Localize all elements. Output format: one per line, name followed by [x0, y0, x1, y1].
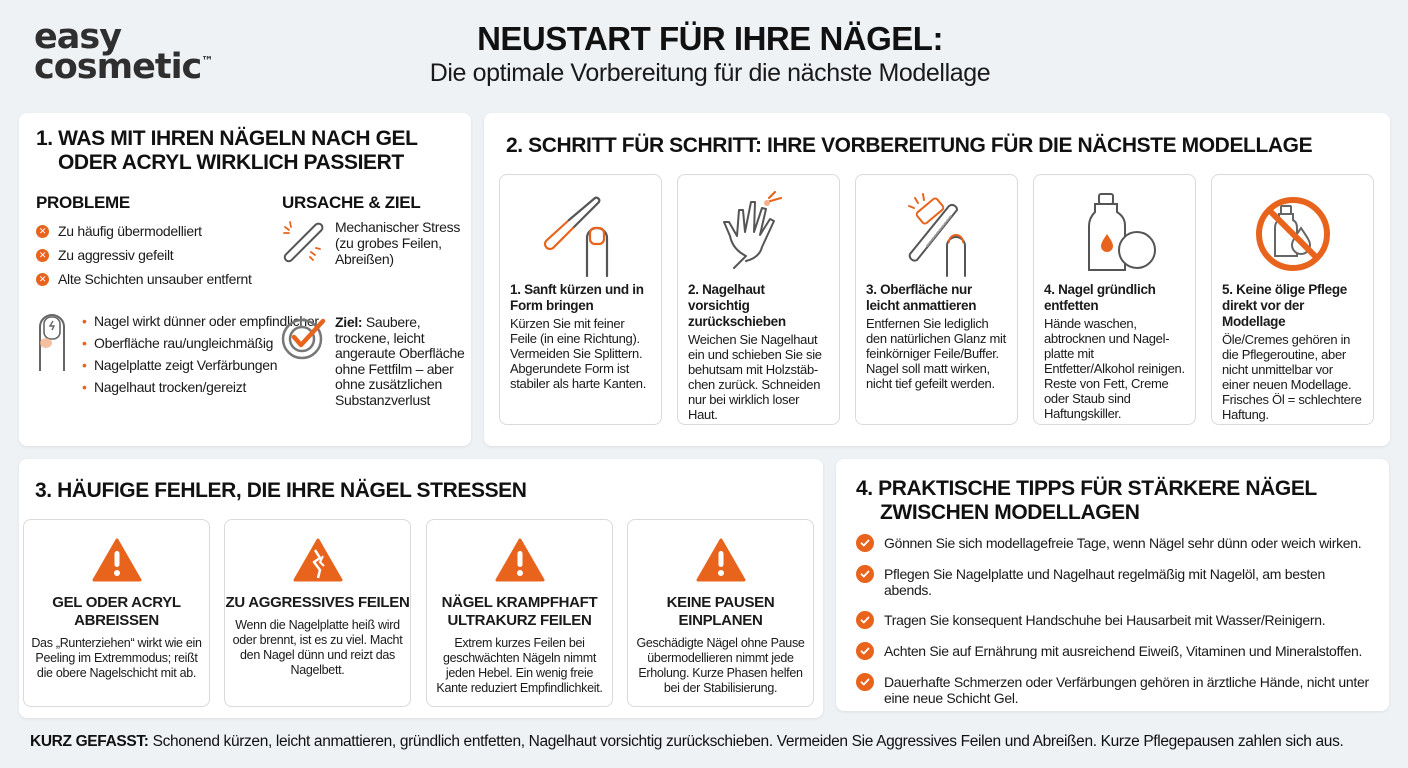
cracked-triangle-icon [293, 538, 343, 582]
cause-text: Mechanischer Stress (zu grobes Feilen, Abreißen) [335, 219, 461, 267]
section-title-line2: ZWISCHEN MODELLAGEN [880, 501, 1140, 524]
section-step-by-step [484, 113, 1390, 446]
section-nail-damage [19, 113, 471, 446]
check-circle-icon [856, 611, 874, 629]
problems-list [36, 219, 252, 291]
tip-text: Tragen Sie konsequent Handschuhe bei Hausarbeit mit Wasser/Reinigern. [884, 612, 1326, 628]
goal-description: Saubere, trockene, leicht angeraute Oberfläche ohne Fettfilm – aber ohne zusätzlichen Substanzverlust [335, 314, 465, 408]
page-subtitle: Die optimale Vorbereitung für die nächste Modellage [429, 59, 991, 87]
step-card [499, 174, 662, 425]
brand-line1: easy [34, 17, 122, 57]
step-title: 4. Nagel gründlich entfetten [1044, 282, 1156, 313]
nail-file-finger-icon [531, 188, 631, 278]
step-body: Weichen Sie Nagelhaut ein und schieben Sie sie behutsam mit Holzstäb-chen zurück. Schneiden nur bei wirklich loser Haut. [688, 332, 822, 422]
tip-text: Gönnen Sie sich modellagefreie Tage, wenn Nägel sehr dünn oder weich wirken. [884, 535, 1362, 551]
tip-text: Dauerhafte Schmerzen oder Verfärbungen gehören in ärztliche Hände, nicht unter eine neue Schicht Gel. [884, 674, 1369, 706]
step-title: 2. Nagelhaut vorsichtig zurückschieben [688, 282, 786, 329]
buffer-file-icon [887, 188, 987, 278]
goal-block [281, 315, 465, 408]
step-title: 1. Sanft kürzen und in Form bringen [510, 282, 644, 313]
tip-item [856, 674, 1376, 706]
hand-cuticle-pusher-icon [709, 188, 809, 278]
check-circle-icon [856, 565, 874, 583]
mistake-title: GEL ODER ACRYL ABREISSEN [52, 594, 181, 629]
tip-item [856, 643, 1376, 660]
symptom-item: • Nagelhaut trocken/gereizt [82, 379, 319, 395]
x-circle-icon: ✕ [36, 225, 49, 238]
problem-text: Alte Schichten unsauber entfernt [58, 271, 252, 287]
section-title-line2: ODER ACRYL WIRKLICH PASSIERT [58, 151, 404, 174]
problems-heading: PROBLEME [36, 193, 130, 212]
goal-text [335, 315, 465, 408]
target-check-icon [281, 315, 327, 361]
tip-item [856, 566, 1376, 598]
step-body: Entfernen Sie lediglich den natürlichen Glanz mit feinkörniger Feile/Buffer. Nagel soll matt wirken, nicht tief gefeilt werden. [866, 316, 1006, 391]
page-header [380, 20, 1040, 88]
step-body: Öle/Cremes gehören in die Pflegeroutine, aber nicht unmittelbar vor einer neuen Modellage. Frisches Öl = schlechtere Haftung. [1222, 332, 1362, 422]
damaged-nail-icon [36, 313, 72, 373]
symptoms-block [36, 313, 319, 401]
summary-text: Schonend kürzen, leicht anmattieren, gründlich entfetten, Nagelhaut vorsichtig zurückschieben. Vermeiden Sie Aggressives Feilen und Abreißen. Kurze Pflegepausen zahlen sich aus. [152, 733, 1344, 750]
step-card [855, 174, 1018, 425]
section-practical-tips [836, 459, 1389, 711]
cause-block [281, 219, 465, 267]
brand-line2: cosmetic [34, 47, 202, 88]
check-circle-icon [856, 642, 874, 660]
mistake-card [224, 519, 411, 707]
warning-triangle-icon [92, 538, 142, 582]
section-title-line1: 4. PRAKTISCHE TIPPS FÜR STÄRKERE NÄGEL [856, 477, 1317, 500]
step-title: 3. Oberfläche nur leicht anmattieren [866, 282, 977, 313]
section-title: 3. HÄUFIGE FEHLER, DIE IHRE NÄGEL STRESSEN [35, 479, 527, 502]
check-circle-icon [856, 534, 874, 552]
mistake-title: KEINE PAUSEN EINPLANEN [666, 594, 775, 629]
nail-file-stress-icon [281, 219, 329, 263]
mistake-title: ZU AGGRESSIVES FEILEN [225, 594, 410, 611]
warning-triangle-icon [696, 538, 746, 582]
problem-item [36, 267, 252, 291]
mistake-body: Extrem kurzes Feilen bei geschwächten Nägeln nimmt jeden Hebel. Ein wenig freie Kante reduziert Empfindlichkeit. [436, 636, 603, 695]
section-title [36, 127, 456, 175]
tip-item [856, 535, 1376, 552]
page-title: NEUSTART FÜR IHRE NÄGEL: [477, 20, 943, 57]
summary-footer [30, 733, 1343, 751]
brand-logo [34, 17, 214, 88]
goal-label: Ziel: [335, 314, 363, 330]
problem-item [36, 243, 252, 267]
x-circle-icon: ✕ [36, 249, 49, 262]
step-body: Hände waschen, abtrocknen und Nagel-platte mit Entfetter/Alkohol reinigen. Reste von Fett, Creme oder Staub sind Haftungskiller. [1044, 316, 1185, 421]
step-title: 5. Keine ölige Pflege direkt vor der Modellage [1222, 282, 1347, 329]
problem-item [36, 219, 252, 243]
step-card [677, 174, 840, 425]
mistake-title: NÄGEL KRAMPFHAFT ULTRAKURZ FEILEN [441, 594, 598, 629]
cleanser-bottle-pad-icon [1065, 188, 1165, 278]
symptom-item: • Nagelplatte zeigt Verfärbungen [82, 357, 319, 373]
tip-text: Achten Sie auf Ernährung mit ausreichend Eiweiß, Vitaminen und Mineralstoffen. [884, 643, 1363, 659]
no-oil-icon [1243, 188, 1343, 278]
section-common-mistakes [19, 459, 823, 718]
tip-item [856, 612, 1376, 629]
mistake-card [627, 519, 814, 707]
check-circle-icon [856, 673, 874, 691]
summary-label: KURZ GEFASST: [30, 733, 149, 750]
mistake-card [23, 519, 210, 707]
trademark: ™ [201, 54, 214, 69]
mistake-body: Wenn die Nagelplatte heiß wird oder brennt, ist es zu viel. Macht den Nagel dünn und reizt das Nagelbett. [232, 618, 403, 677]
section-title [856, 477, 1317, 525]
symptom-item: • Oberfläche rau/ungleichmäßig [82, 335, 319, 351]
step-body: Kürzen Sie mit feiner Feile (in eine Richtung). Vermeiden Sie Splittern. Abgerundete Form ist stabiler als harte Kanten. [510, 316, 647, 391]
step-card [1211, 174, 1374, 425]
section-title-line1: 1. WAS MIT IHREN NÄGELN NACH GEL [36, 127, 418, 150]
problem-text: Zu häufig übermodelliert [58, 223, 202, 239]
problem-text: Zu aggressiv gefeilt [58, 247, 174, 263]
mistake-body: Das „Runterziehen“ wirkt wie ein Peeling im Extremmodus; reißt die obere Nagelschicht mit ab. [31, 636, 202, 680]
mistake-card [426, 519, 613, 707]
warning-triangle-icon [495, 538, 545, 582]
step-card [1033, 174, 1196, 425]
cause-heading: URSACHE & ZIEL [282, 193, 421, 212]
symptom-item: • Nagel wirkt dünner oder empfindlicher [82, 313, 319, 329]
tips-list [856, 535, 1376, 720]
section-title: 2. SCHRITT FÜR SCHRITT: IHRE VORBEREITUNG FÜR DIE NÄCHSTE MODELLAGE [506, 134, 1313, 157]
mistake-body: Geschädigte Nägel ohne Pause übermodellieren nimmt jede Erholung. Kurze Phasen helfen bei der Stabilisierung. [636, 636, 805, 695]
tip-text: Pflegen Sie Nagelplatte und Nagelhaut regelmäßig mit Nagelöl, am besten abends. [884, 566, 1325, 598]
x-circle-icon: ✕ [36, 273, 49, 286]
